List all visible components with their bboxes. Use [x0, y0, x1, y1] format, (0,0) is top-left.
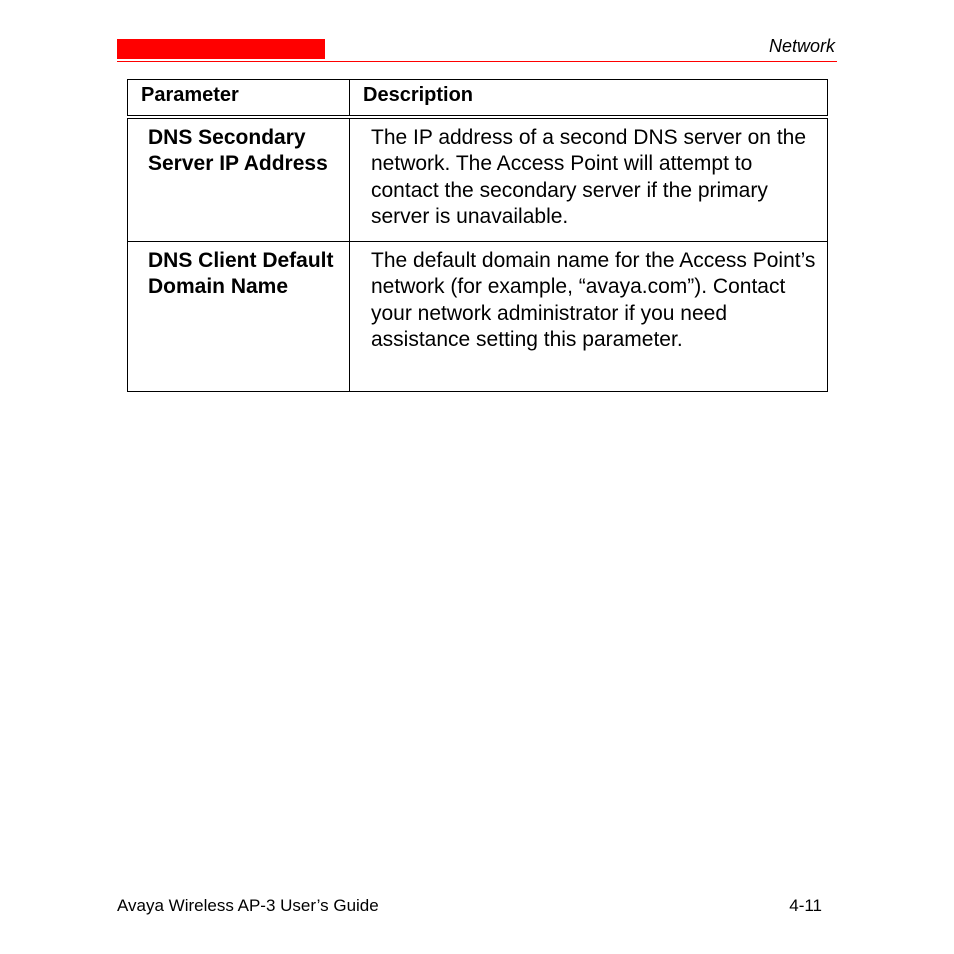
- table-header-row: [128, 80, 828, 117]
- parameter-name: DNS Secondary Server IP Address: [128, 117, 350, 242]
- header-accent-bar: [117, 39, 325, 59]
- footer-guide-title: Avaya Wireless AP-3 User’s Guide: [117, 896, 379, 915]
- parameter-description: The IP address of a second DNS server on the network. The Access Point will attempt to contact the secondary server if the primary server is unavailable.: [350, 117, 828, 242]
- footer-page-number: 4-11: [789, 896, 822, 915]
- table-row: [128, 117, 828, 242]
- column-header-description: Description: [350, 80, 828, 117]
- table-row: [128, 241, 828, 391]
- parameter-description: The default domain name for the Access Point’s network (for example, “avaya.com”). Contact your network administrator if you need assistance setting this parameter.: [350, 241, 828, 391]
- section-title: Network: [768, 36, 835, 56]
- column-header-parameter: Parameter: [128, 80, 350, 117]
- parameter-table: [127, 79, 828, 392]
- parameter-name: DNS Client Default Domain Name: [128, 241, 350, 391]
- header-rule: [117, 61, 837, 62]
